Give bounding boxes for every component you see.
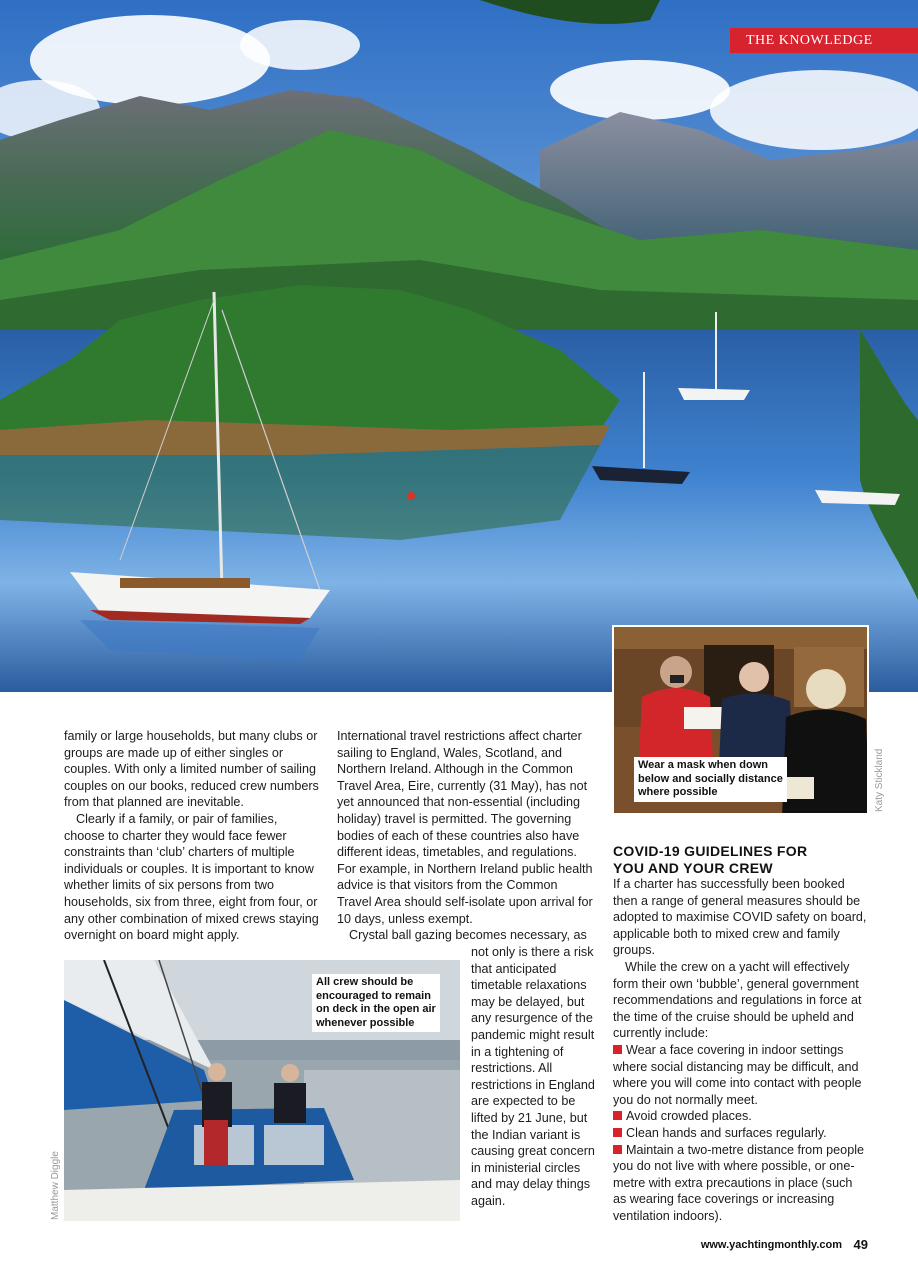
heading-line: COVID-19 GUIDELINES FOR — [613, 843, 808, 859]
heading-line: YOU AND YOUR CREW — [613, 860, 773, 876]
paragraph: Crystal ball gazing becomes necessary, as — [349, 928, 587, 943]
bullet-square-icon — [613, 1045, 622, 1054]
paragraph: While the crew on a yacht will effectively form their own ‘bubble’, general government recommendations and regulations in force at the time of the cruise should be upheld and currently include: — [613, 959, 862, 1041]
bullet-square-icon — [613, 1111, 622, 1120]
page-number: 49 — [853, 1237, 868, 1252]
bullet-text: Clean hands and surfaces regularly. — [626, 1125, 827, 1140]
bullet-item — [613, 1142, 869, 1225]
bullet-item — [613, 1042, 869, 1108]
text-column-3 — [613, 876, 869, 1224]
caption-line: encouraged to remain — [316, 989, 431, 1002]
paragraph: family or large households, but many clubs or groups are made up of either singles or couples. With only a limited number of sailing couples on our books, reduced crew numbers from that planned are inevitable. — [64, 729, 319, 810]
cabin-photo-caption — [634, 757, 787, 802]
bullet-item — [613, 1108, 869, 1125]
caption-line: All crew should be — [316, 976, 414, 988]
text-column-2-continued — [471, 944, 596, 1210]
bullet-square-icon — [613, 1128, 622, 1137]
text-column-1 — [64, 728, 320, 944]
photo-credit-bottom: Matthew Diggle — [50, 1151, 61, 1220]
section-tag: THE KNOWLEDGE — [730, 28, 918, 53]
section-heading — [613, 843, 873, 877]
text-column-2 — [337, 728, 593, 944]
paragraph: International travel restrictions affect charter sailing to England, Wales, Scotland, and Northern Ireland. Although in the Common Travel Area, Eire, currently (31 May), has not yet announced that non-essential (including holiday) travel is permitted. The governing bodies of each of these countries also have different ideas, timetables, and regulations. For example, in Northern Ireland public health advice is that visitors from the Common Travel Area should self-isolate upon arrival for 10 days, unless exempt. — [337, 729, 593, 926]
paragraph: If a charter has successfully been booked then a range of general measures should be adopted to maximise COVID safety on board, applicable both to mixed crew and family groups. — [613, 877, 867, 958]
cockpit-crew-photo — [64, 960, 460, 1221]
photo-credit-top: Katy Stickland — [874, 748, 885, 812]
caption-line: below and socially distance — [638, 772, 783, 785]
bullet-text: Maintain a two-metre distance from people you do not live with where possible, or one-metre with extra precautions in place (such as wearing face coverings or increasing ventilation indoors). — [613, 1142, 864, 1223]
paragraph: Clearly if a family, or pair of families, choose to charter they would face fewer constraints than ‘club’ charters of multiple individuals or couples. It is important to know whether limits of six persons from two households, six from three, eight from four, or any other combination of mixed crews staying overnight on board might apply. — [64, 811, 319, 943]
cabin-crew-photo — [612, 625, 869, 815]
footer-website-link[interactable]: www.yachtingmonthly.com — [700, 1239, 842, 1251]
caption-line: Wear a mask when down — [638, 759, 769, 771]
caption-line: on deck in the open air — [316, 1003, 436, 1015]
caption-line: where possible — [638, 786, 718, 798]
bullet-square-icon — [613, 1145, 622, 1154]
paragraph: not only is there a risk that anticipated timetable relaxations may be delayed, but any resurgence of the pandemic might result in a tightening of restrictions. All restrictions in England are expected to be lifted by 21 June, but the Indian variant is causing great concern in ministerial circles and may delay things again. — [471, 945, 595, 1208]
caption-line: whenever possible — [316, 1016, 415, 1029]
bullet-text: Avoid crowded places. — [626, 1109, 752, 1124]
bullet-item — [613, 1125, 869, 1142]
cockpit-photo-caption — [312, 974, 440, 1032]
bullet-text: Wear a face covering in indoor settings where social distancing may be difficult, and where you will come into contact with people you do not normally meet. — [613, 1042, 862, 1107]
